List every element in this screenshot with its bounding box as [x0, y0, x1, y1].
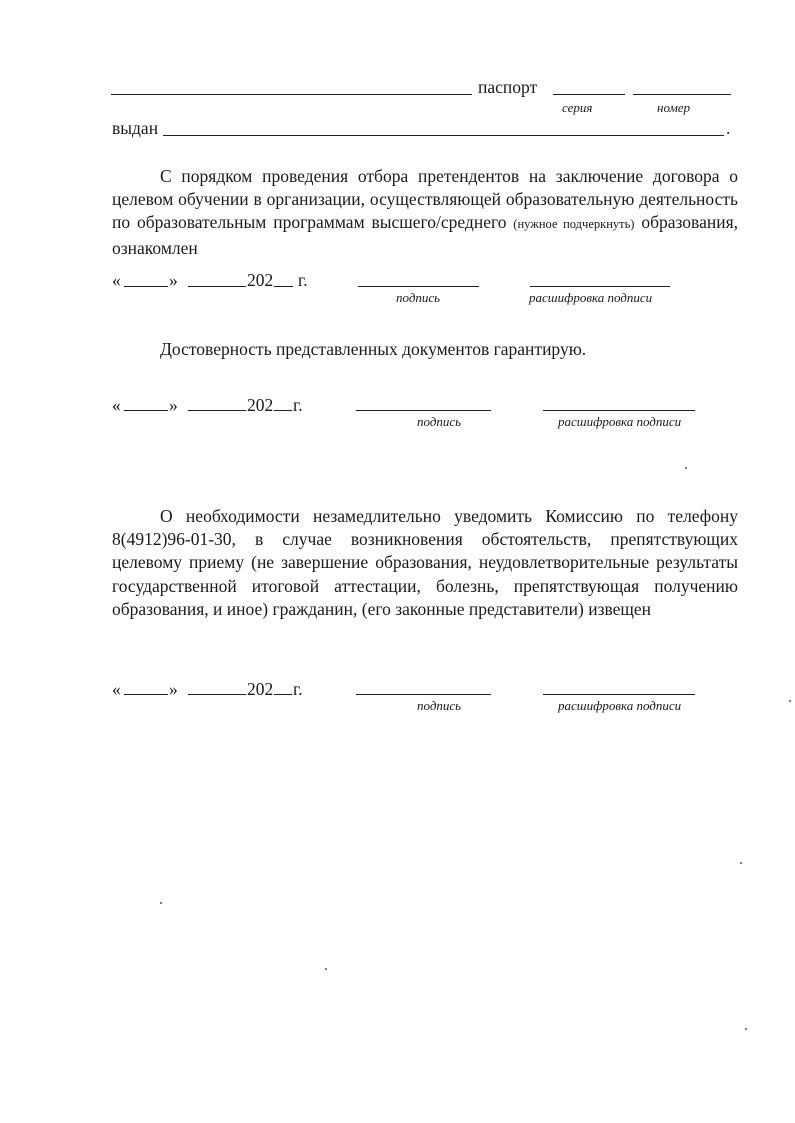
- decoding-caption: расшифровка подписи: [558, 698, 682, 713]
- signature-caption: подпись: [396, 290, 441, 305]
- guarantee-text: Достоверность представленных документов гарантирую.: [160, 339, 587, 359]
- issued-end: .: [726, 118, 731, 138]
- date-open-quote: «: [112, 679, 121, 699]
- signature-caption: подпись: [417, 698, 462, 713]
- year-line[interactable]: [274, 410, 292, 411]
- month-line[interactable]: [188, 286, 246, 287]
- decoding-caption: расшифровка подписи: [558, 414, 682, 429]
- signature-line[interactable]: [358, 286, 479, 287]
- issued-label: выдан: [112, 118, 159, 138]
- month-line[interactable]: [188, 410, 246, 411]
- date-close-quote: »: [169, 679, 178, 699]
- full-name-line[interactable]: [111, 94, 472, 95]
- decoding-caption: расшифровка подписи: [529, 290, 653, 305]
- day-line[interactable]: [124, 410, 168, 411]
- month-line[interactable]: [188, 694, 246, 695]
- date-open-quote: «: [112, 395, 121, 415]
- year-suffix: г.: [298, 270, 308, 290]
- notice-text: О необходимости незамедлительно уведомить Комиссию по телефону 8(4912)96-01-30, в случае возникновения обстоятельств, препятствующих целевому приему (не завершение образования, неудовлетворительные результаты государственной итоговой аттестации, болезнь, препятствующая получению образования, и иное) гражданин, (его законные представители) извещен: [112, 506, 738, 619]
- year-prefix: 202: [247, 679, 274, 699]
- date-open-quote: «: [112, 270, 121, 290]
- scan-speck: [685, 467, 687, 469]
- decoding-line[interactable]: [543, 694, 695, 695]
- decoding-line[interactable]: [543, 410, 695, 411]
- intro-note: (нужное подчеркнуть): [513, 217, 635, 232]
- number-caption: номер: [657, 100, 691, 115]
- signature-line[interactable]: [356, 694, 491, 695]
- issued-by-line[interactable]: [163, 135, 724, 136]
- decoding-line[interactable]: [530, 286, 670, 287]
- intro-end: образования, ознакомлен: [112, 212, 738, 258]
- day-line[interactable]: [124, 694, 168, 695]
- year-suffix: г.: [293, 395, 303, 415]
- passport-number-line[interactable]: [633, 94, 731, 95]
- year-prefix: 202: [247, 270, 274, 290]
- series-caption: серия: [562, 100, 593, 115]
- scan-speck: [745, 1028, 747, 1030]
- signature-caption: подпись: [417, 414, 462, 429]
- scan-speck: [325, 968, 327, 970]
- year-suffix: г.: [293, 679, 303, 699]
- year-line[interactable]: [274, 286, 293, 287]
- signature-line[interactable]: [356, 410, 491, 411]
- scan-speck: [160, 902, 162, 904]
- day-line[interactable]: [124, 286, 168, 287]
- date-close-quote: »: [169, 270, 178, 290]
- date-close-quote: »: [169, 395, 178, 415]
- notice-paragraph: [112, 505, 738, 621]
- scan-speck: [789, 700, 791, 702]
- year-line[interactable]: [274, 694, 292, 695]
- year-prefix: 202: [247, 395, 274, 415]
- intro-text: С порядком проведения отбора претендентов на заключение договора о целевом обучении в организации, осуществляющей образовательную деятельность по образовательным программам высшего/среднего: [112, 166, 738, 233]
- scan-speck: [740, 862, 742, 864]
- intro-paragraph: [112, 165, 738, 260]
- passport-label: паспорт: [478, 77, 538, 97]
- passport-series-line[interactable]: [553, 94, 625, 95]
